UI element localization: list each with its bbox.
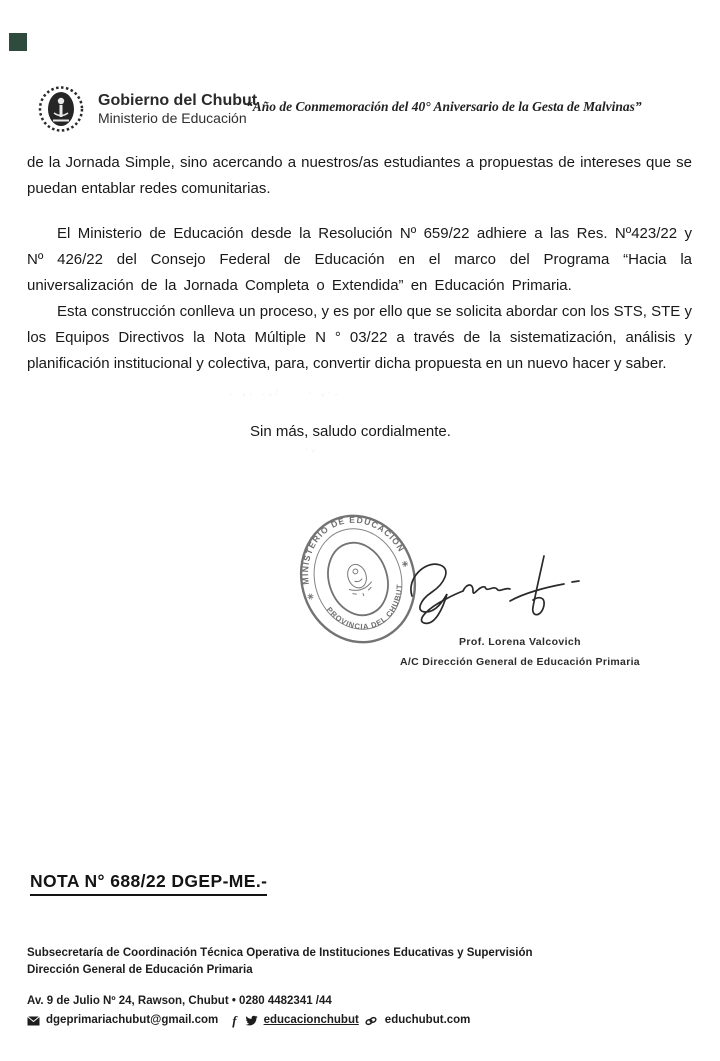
footer-twitter-handle: educacionchubut bbox=[263, 1014, 359, 1026]
scan-smudge: ·, bbox=[305, 443, 319, 453]
stamp-star-right: ✳ bbox=[400, 559, 410, 570]
paragraph-3: Esta construcción conlleva un proceso, y es por ello que se solicita abordar con los STS, STE y los Equipos Directivos la Nota Múltiple N ° 03/22 a través de la sistematización, análisis y planificación institucional y colectiva, para, convertir dicha propuesta en un nuevo hacer y saber. bbox=[27, 303, 692, 372]
footer-contact-line bbox=[27, 1011, 470, 1030]
chubut-coat-of-arms-icon bbox=[36, 86, 86, 132]
letterhead bbox=[36, 86, 257, 132]
org-name: Gobierno del Chubut bbox=[98, 91, 258, 109]
year-motto: “Año de Conmemoración del 40° Aniversario de la Gesta de Malvinas” bbox=[246, 99, 642, 114]
footer-address: Av. 9 de Julio Nº 24, Rawson, Chubut • 0280 4482341 /44 bbox=[27, 995, 332, 1007]
footer-office-line1: Subsecretaría de Coordinación Técnica Operativa de Instituciones Educativas y Supervisión bbox=[27, 947, 533, 959]
stamp-star-left: ✳ bbox=[305, 591, 316, 603]
signer-title: A/C Dirección General de Educación Primaria bbox=[400, 656, 640, 668]
facebook-icon: f bbox=[232, 1013, 237, 1028]
org-dept: Ministerio de Educación bbox=[98, 110, 247, 127]
footer-email: dgeprimariachubut@gmail.com bbox=[46, 1014, 219, 1026]
stamp-top-text: MINISTERIO DE EDUCACIÓN bbox=[300, 514, 407, 586]
paragraph-1: de la Jornada Simple, sino acercando a nuestros/as estudiantes a propuestas de intereses que se puedan entablar redes comunitarias. bbox=[27, 154, 692, 197]
footer-office-block bbox=[27, 945, 533, 979]
footer-office-line2: Dirección General de Educación Primaria bbox=[27, 964, 253, 976]
closing-line: Sin más, saludo cordialmente. bbox=[250, 423, 451, 440]
org-block bbox=[98, 92, 257, 126]
svg-text:MINISTERIO DE EDUCACIÓN bbox=[284, 504, 408, 587]
footer-website: educhubut.com bbox=[384, 1014, 471, 1026]
footer-contact-block bbox=[27, 992, 470, 1030]
scan-smudge: . ,. .,: · ,·. bbox=[230, 387, 342, 397]
handwritten-signature bbox=[392, 546, 604, 634]
stamp-bottom-text: PROVINCIA DEL CHUBUT bbox=[324, 583, 404, 632]
stamp-center-crest bbox=[342, 561, 375, 600]
paragraph-2: El Ministerio de Educación desde la Resolución Nº 659/22 adhiere a las Res. Nº423/22 y Nº 426/22 del Consejo Federal de Educación en el marco del Programa “Hacia la universalización de la Jornada Completa o Extendida” en Educación Primaria. bbox=[27, 225, 692, 294]
signature-block bbox=[360, 636, 680, 668]
envelope-icon bbox=[27, 1016, 40, 1026]
twitter-bird-icon bbox=[245, 1015, 258, 1026]
signer-name: Prof. Lorena Valcovich bbox=[458, 636, 581, 648]
note-reference-number: NOTA N° 688/22 DGEP-ME.- bbox=[30, 871, 267, 896]
scan-corner-mark bbox=[9, 33, 27, 51]
link-icon bbox=[365, 1016, 377, 1026]
